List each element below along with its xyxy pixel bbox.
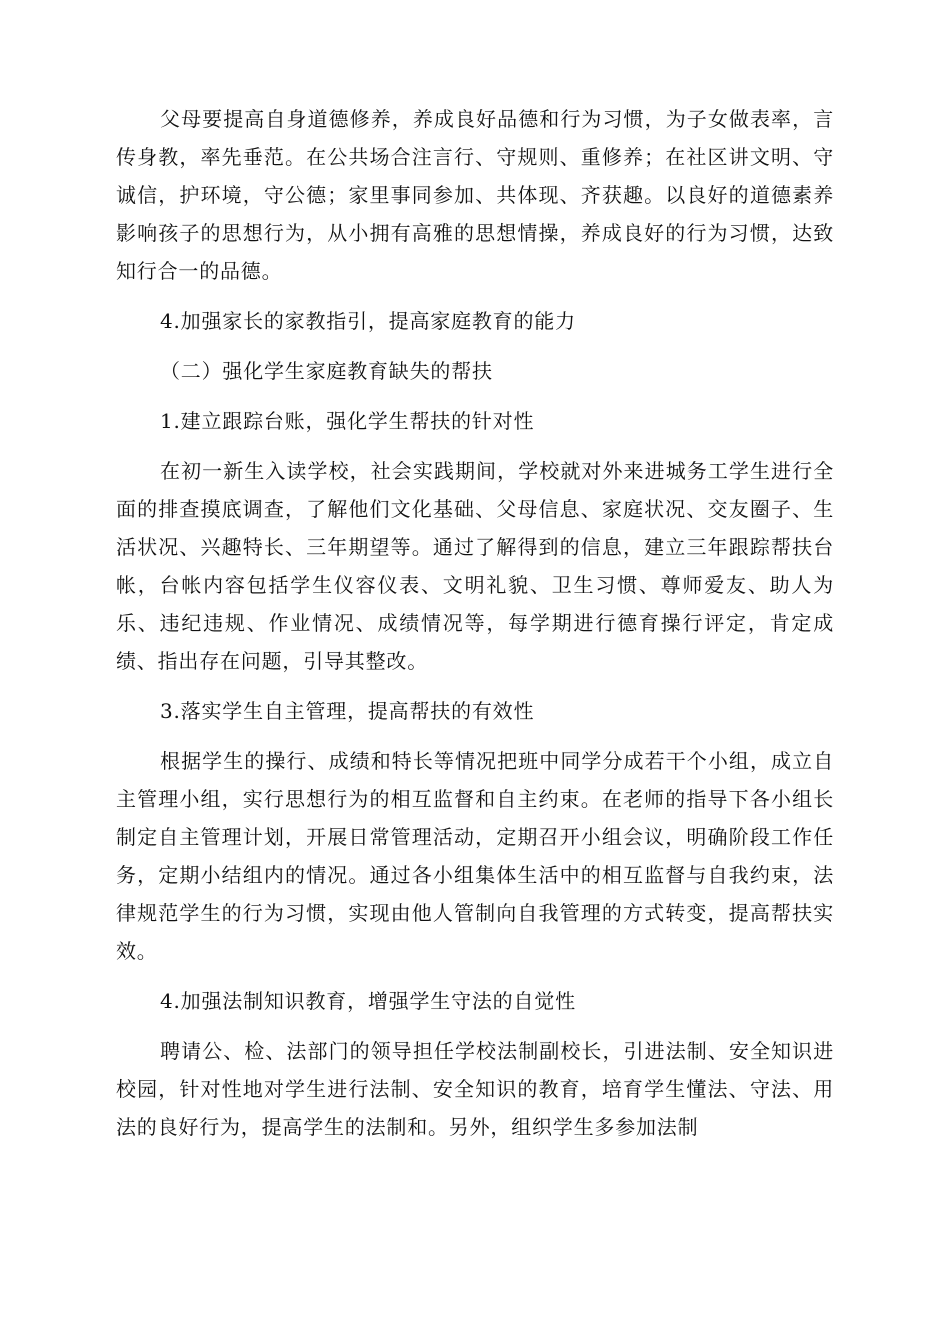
section-heading: 4.加强家长的家教指引，提高家庭教育的能力 bbox=[160, 309, 576, 333]
section-heading: 4.加强法制知识教育，增强学生守法的自觉性 bbox=[160, 989, 576, 1013]
section-heading: 3.落实学生自主管理，提高帮扶的有效性 bbox=[160, 699, 535, 723]
document-page bbox=[116, 100, 834, 1146]
body-paragraph: 聘请公、检、法部门的领导担任学校法制副校长，引进法制、安全知识进校园，针对性地对学生进行法制、安全知识的教育，培育学生懂法、守法、用法的良好行为，提高学生的法制和。另外，组织学生多参加法制 bbox=[116, 1039, 834, 1139]
body-paragraph: 父母要提高自身道德修养，养成良好品德和行为习惯，为子女做表率，言传身教，率先垂范。在公共场合注言行、守规则、重修养；在社区讲文明、守诚信，护环境，守公德；家里事同参加、共体现、齐获趣。以良好的道德素养影响孩子的思想行为，从小拥有高雅的思想情操，养成良好的行为习惯，达致知行合一的品德。 bbox=[116, 107, 834, 283]
section-heading: （二）强化学生家庭教育缺失的帮扶 bbox=[160, 359, 493, 383]
body-paragraph: 在初一新生入读学校，社会实践期间，学校就对外来进城务工学生进行全面的排查摸底调查，了解他们文化基础、父母信息、家庭状况、交友圈子、生活状况、兴趣特长、三年期望等。通过了解得到的信息，建立三年跟踪帮扶台帐，台帐内容包括学生仪容仪表、文明礼貌、卫生习惯、尊师爱友、助人为乐、违纪违规、作业情况、成绩情况等，每学期进行德育操行评定，肯定成绩、指出存在问题，引导其整改。 bbox=[116, 459, 834, 673]
body-paragraph: 根据学生的操行、成绩和特长等情况把班中同学分成若干个小组，成立自主管理小组，实行思想行为的相互监督和自主约束。在老师的指导下各小组长制定自主管理计划，开展日常管理活动，定期召开小组会议，明确阶段工作任务，定期小结组内的情况。通过各小组集体生活中的相互监督与自我约束，法律规范学生的行为习惯，实现由他人管制向自我管理的方式转变，提高帮扶实效。 bbox=[116, 749, 834, 963]
section-heading: 1.建立跟踪台账，强化学生帮扶的针对性 bbox=[160, 409, 535, 433]
